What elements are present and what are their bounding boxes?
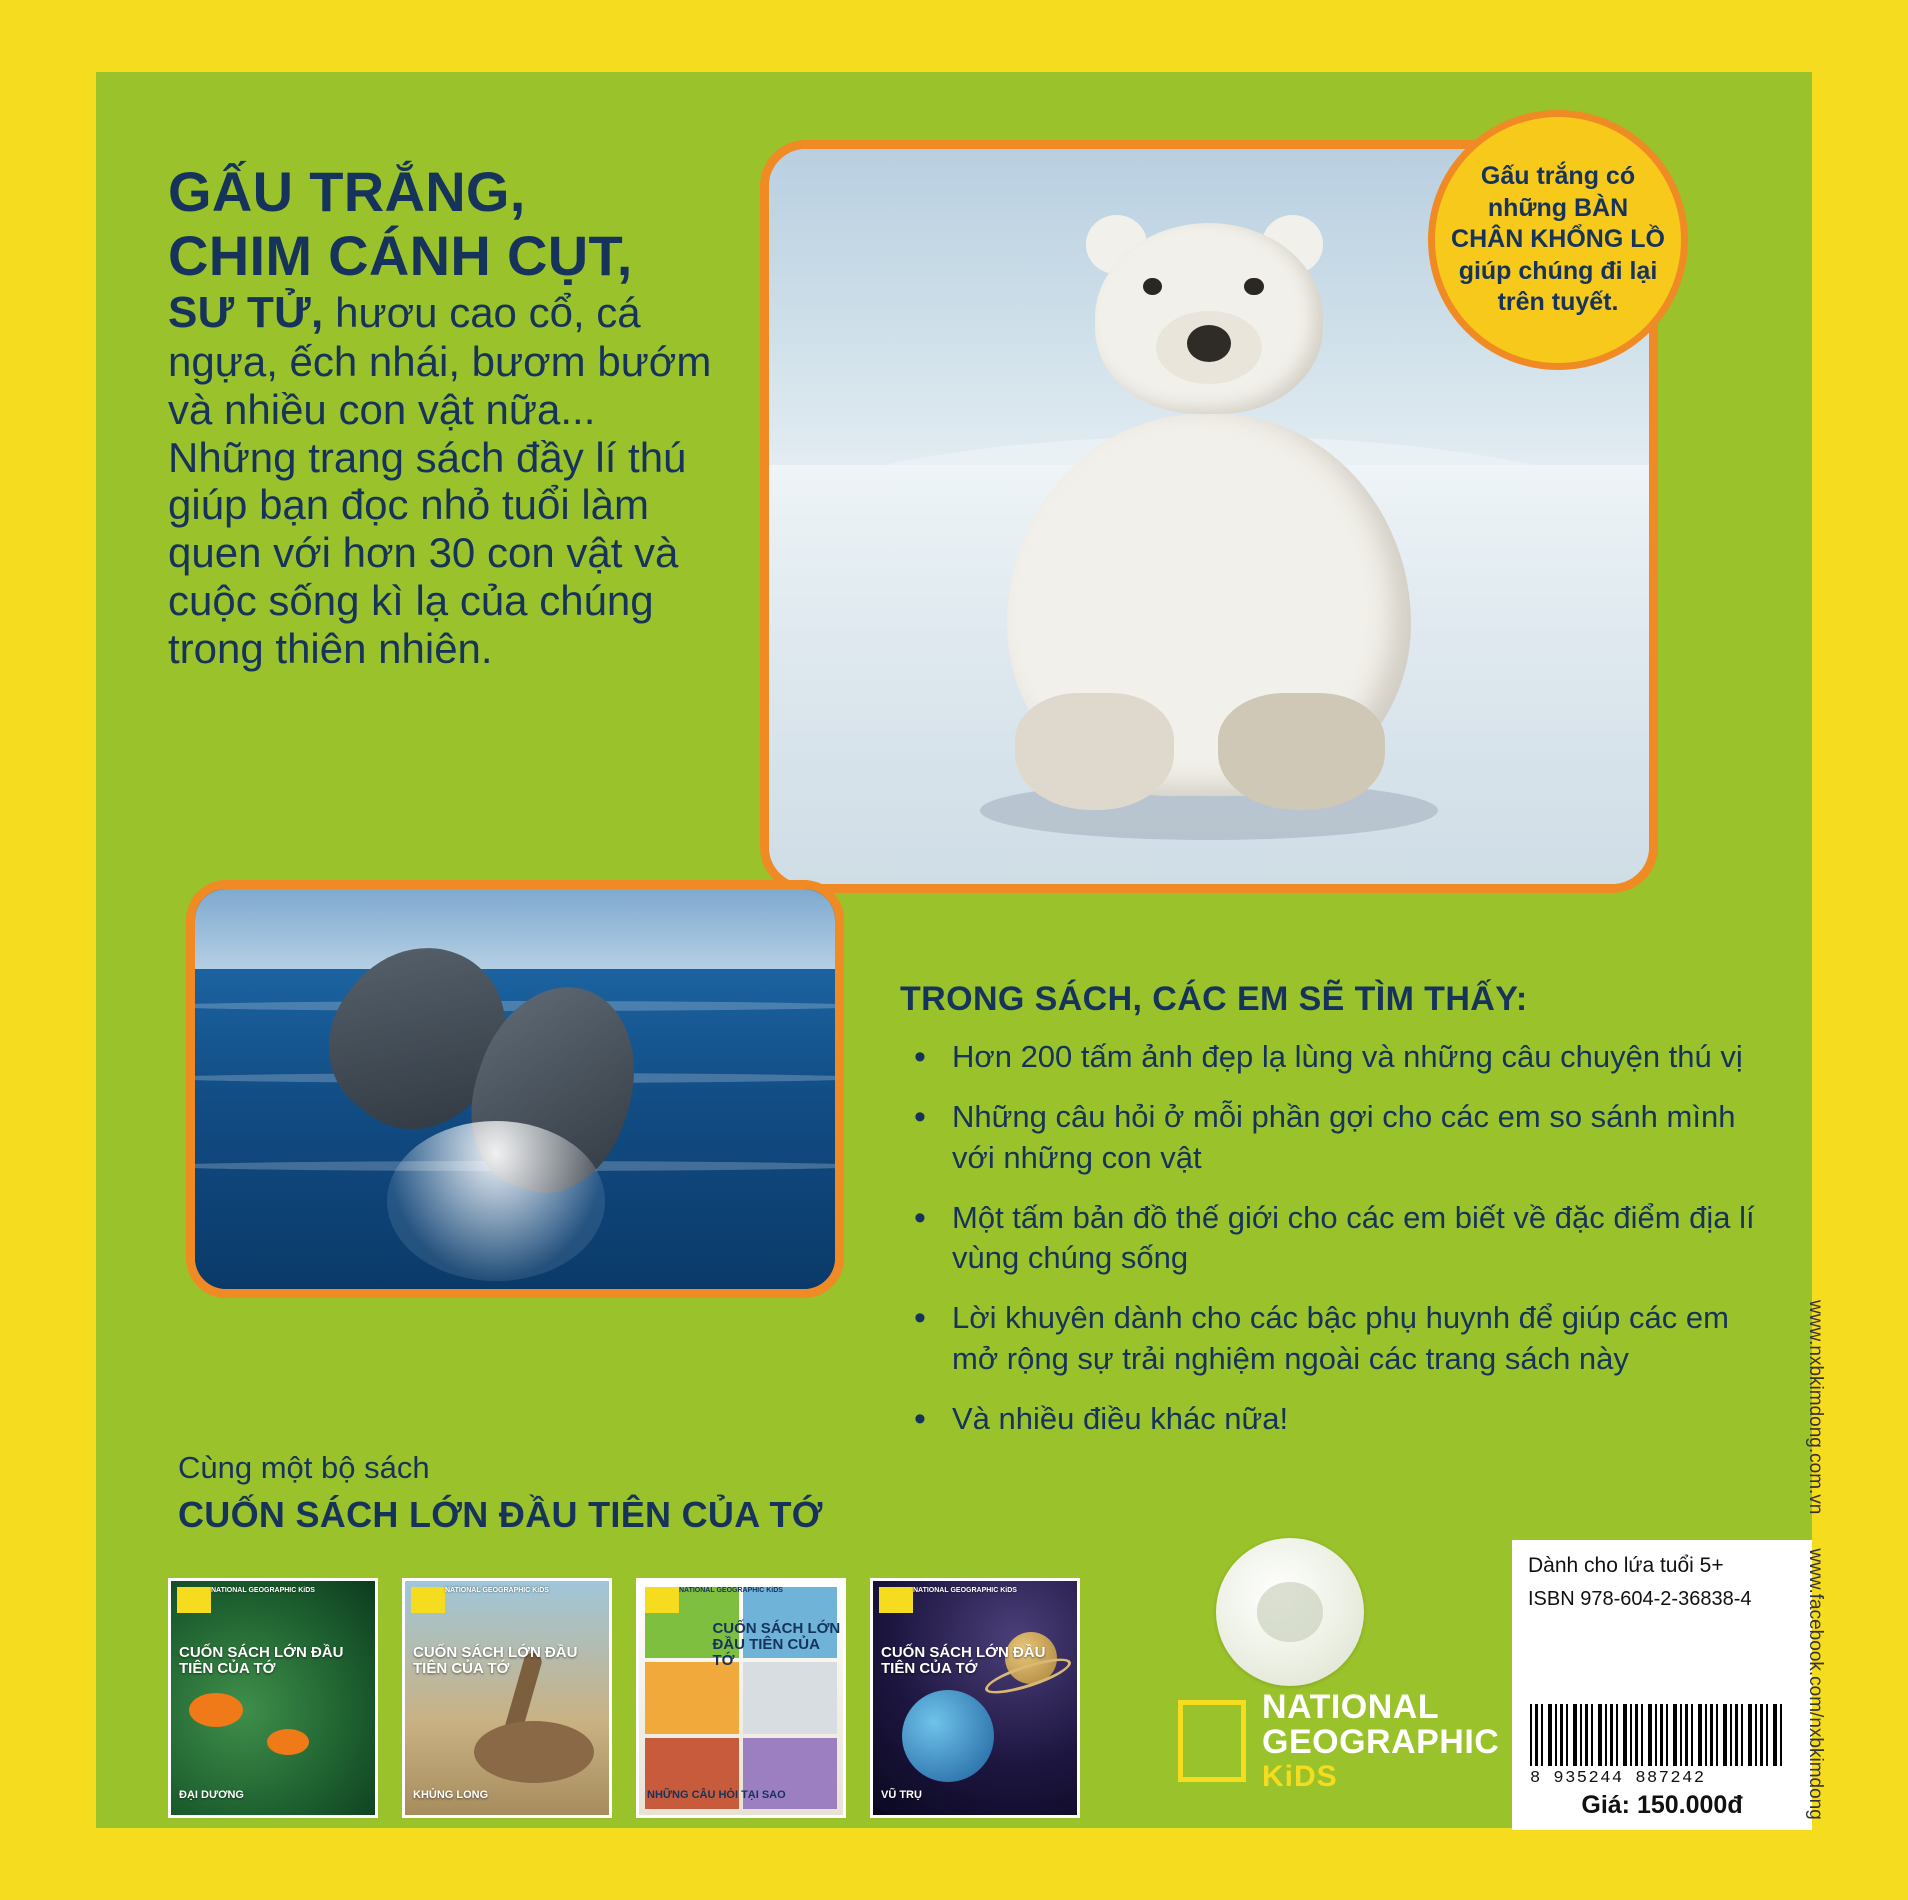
list-item: • Hơn 200 tấm ảnh đẹp lạ lùng và những câu chuyện thú vị (952, 1037, 1780, 1077)
in-book-list (900, 1037, 1780, 1439)
thumbnail-title: CUỐN SÁCH LỚN ĐẦU TIÊN CỦA TỚ (413, 1644, 578, 1677)
dolphins-photo (186, 880, 844, 1298)
fact-callout-bubble (1428, 110, 1688, 370)
ng-logo-text (1262, 1690, 1499, 1792)
barcode-price-box (1512, 1540, 1812, 1830)
bear-leg-left (1015, 693, 1173, 811)
headline-line-6: Những trang sách đầy lí thú (168, 433, 687, 481)
thumbnail-title: CUỐN SÁCH LỚN ĐẦU TIÊN CỦA TỚ (179, 1644, 344, 1677)
clownfish-shape (189, 1693, 243, 1727)
national-geographic-kids-logo (1178, 1690, 1499, 1792)
series-thumbnails (168, 1578, 1080, 1818)
fact-callout-text: Gấu trắng có những BÀN CHÂN KHỔNG LỒ giúp chúng đi lại trên tuyết. (1451, 162, 1665, 317)
age-recommendation: Dành cho lứa tuổi 5+ (1528, 1554, 1724, 1577)
bear-eye-right (1244, 278, 1263, 296)
list-item: • Lời khuyên dành cho các bậc phụ huynh để giúp các em mở rộng sự trải nghiệm ngoài các trang sách này (952, 1298, 1780, 1379)
list-item: • Và nhiều điều khác nữa! (952, 1399, 1780, 1439)
headline-line-10: trong thiên nhiên. (168, 625, 493, 673)
water-splash (387, 1121, 605, 1281)
thumbnail-title: CUỐN SÁCH LỚN ĐẦU TIÊN CỦA TỚ (881, 1644, 1046, 1677)
planet-shape (902, 1690, 994, 1782)
thumbnail-brand: NATIONAL GEOGRAPHIC KiDS (445, 1587, 549, 1594)
publisher-urls (1804, 1300, 1826, 1820)
barcode-bars (1530, 1704, 1782, 1766)
headline-line-5: và nhiều con vật nữa... (168, 385, 596, 433)
price-text: Giá: 150.000đ (1581, 1791, 1743, 1819)
headline-line-2: CHIM CÁNH CỤT, (168, 223, 633, 287)
ng-logo-icon (645, 1587, 679, 1613)
headline-line-7: giúp bạn đọc nhỏ tuổi làm (168, 481, 650, 529)
thumbnail-brand: NATIONAL GEOGRAPHIC KiDS (211, 1587, 315, 1594)
thumbnail-brand: NATIONAL GEOGRAPHIC KiDS (679, 1587, 783, 1594)
thumbnail-subtitle: ĐẠI DƯƠNG (179, 1789, 244, 1801)
ng-yellow-frame-icon (1178, 1700, 1246, 1782)
thumbnail-brand: NATIONAL GEOGRAPHIC KiDS (913, 1587, 1017, 1594)
headline-block (168, 160, 753, 673)
list-item: • Những câu hỏi ở mỗi phần gợi cho các em so sánh mình với những con vật (952, 1097, 1780, 1178)
publisher-website: www.nxbkimdong.com.vn (1805, 1300, 1826, 1515)
thumbnail-title: CUỐN SÁCH LỚN ĐẦU TIÊN CỦA TỚ (712, 1620, 841, 1669)
series-line-2: CUỐN SÁCH LỚN ĐẦU TIÊN CỦA TỚ (178, 1494, 823, 1535)
list-item: • Một tấm bản đồ thế giới cho các em biết về đặc điểm địa lí vùng chúng sống (952, 1198, 1780, 1279)
thumbnail-subtitle: NHỮNG CÂU HỎI TẠI SAO (647, 1789, 786, 1801)
in-book-title: TRONG SÁCH, CÁC EM SẼ TÌM THẤY: (900, 980, 1528, 1018)
isbn-text: ISBN 978-604-2-36838-4 (1528, 1588, 1752, 1610)
bear-leg-right (1218, 693, 1385, 811)
embossed-seal (1216, 1538, 1364, 1686)
headline-line-4: ngựa, ếch nhái, bươm bướm (168, 337, 712, 385)
series-line-1: Cùng một bộ sách (178, 1450, 430, 1485)
headline-line-8: quen với hơn 30 con vật và (168, 529, 679, 577)
thumbnail-dinosaurs[interactable] (402, 1578, 612, 1818)
barcode-digits: 8 935244 887242 (1530, 1769, 1706, 1788)
thumbnail-why-questions[interactable] (636, 1578, 846, 1818)
ng-logo-icon (411, 1587, 445, 1613)
in-book-section (900, 980, 1780, 1459)
thumbnail-ocean[interactable] (168, 1578, 378, 1818)
ng-logo-line-3: KiDS (1262, 1759, 1338, 1793)
headline-line-3-rest: hươu cao cổ, cá (323, 288, 641, 336)
thumbnail-subtitle: KHỦNG LONG (413, 1789, 489, 1801)
ng-logo-line-1: NATIONAL (1262, 1688, 1440, 1726)
dolphin-sky (195, 889, 835, 977)
clownfish-shape-2 (267, 1729, 309, 1755)
headline-line-9: cuộc sống kì lạ của chúng (168, 577, 654, 625)
publisher-facebook: www.facebook.com/nxbkimdong (1805, 1548, 1826, 1820)
thumbnail-space[interactable] (870, 1578, 1080, 1818)
series-label (178, 1450, 823, 1536)
embossed-seal-inner (1257, 1582, 1322, 1641)
bear-nose (1187, 325, 1231, 362)
ng-logo-icon (177, 1587, 211, 1613)
thumbnail-subtitle: VŨ TRỤ (881, 1789, 922, 1801)
dino-body-shape (474, 1721, 594, 1783)
ng-logo-icon (879, 1587, 913, 1613)
headline-line-3-bold: SƯ TỬ, (168, 287, 324, 337)
ng-logo-line-2: GEOGRAPHIC (1262, 1723, 1500, 1762)
headline-line-1: GẤU TRẮNG, (168, 160, 526, 223)
